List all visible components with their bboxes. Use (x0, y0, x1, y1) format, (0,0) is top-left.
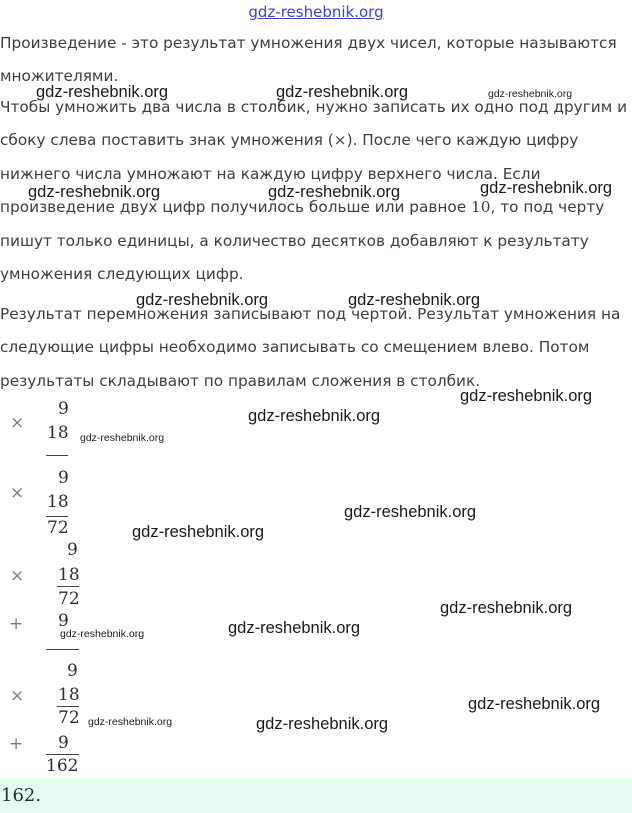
site-header-link[interactable]: gdz-reshebnik.org (248, 3, 384, 21)
step3-bottom-number: 18 (58, 565, 80, 585)
watermark: gdz-reshebnik.org (276, 83, 409, 101)
step4-rule (57, 706, 79, 707)
step4-sum: 162 (46, 756, 79, 776)
step1-multiply-sign: × (10, 413, 25, 433)
step4-partial-1: 72 (58, 708, 80, 728)
step3-partial-2: 9 (58, 611, 69, 631)
watermark: gdz-reshebnik.org (60, 628, 145, 640)
step3-rule (57, 586, 79, 587)
watermark: gdz-reshebnik.org (80, 432, 165, 444)
watermark: gdz-reshebnik.org (480, 179, 613, 197)
watermark: gdz-reshebnik.org (344, 503, 477, 521)
step4-multiply-sign: × (10, 686, 25, 706)
step4-plus-sign: + (9, 734, 24, 754)
answer-box: 162. (0, 778, 632, 813)
number-ten: 10 (471, 198, 491, 217)
watermark: gdz-reshebnik.org (268, 183, 401, 201)
watermark: gdz-reshebnik.org (468, 695, 601, 713)
step1-rule (46, 455, 68, 456)
step2-multiply-sign: × (10, 483, 25, 503)
step4-sum-rule (46, 754, 79, 755)
step2-rule (46, 516, 68, 517)
step4-top-number: 9 (67, 661, 78, 681)
paragraph-definition: Произведение - это результат умножения двух чисел, которые называются множителями. (0, 34, 617, 86)
watermark: gdz-reshebnik.org (256, 715, 389, 733)
watermark: gdz-reshebnik.org (488, 88, 573, 100)
step3-top-number: 9 (67, 540, 78, 560)
method-text-b: ). После чего каждую цифру нижнего числа умножают на каждую цифру верхнего числа. Если произведение двух цифр получилось больше или равное (0, 131, 579, 217)
step2-result: 72 (47, 518, 69, 538)
watermark: gdz-reshebnik.org (36, 83, 169, 101)
watermark: gdz-reshebnik.org (28, 183, 161, 201)
step4-bottom-number: 18 (58, 685, 80, 705)
step3-multiply-sign: × (10, 566, 25, 586)
watermark: gdz-reshebnik.org (248, 407, 381, 425)
step3-sum-rule (46, 649, 79, 650)
watermark: gdz-reshebnik.org (132, 523, 265, 541)
watermark: gdz-reshebnik.org (460, 387, 593, 405)
paragraph-result: Результат перемножения записывают под чертой. Результат умножения на следующие цифры необходимо записывать со смещением влево. Потом результаты складывают по правилам сложения в столбик. (0, 305, 621, 390)
watermark: gdz-reshebnik.org (440, 599, 573, 617)
step2-top-number: 9 (58, 468, 69, 488)
watermark: gdz-reshebnik.org (136, 291, 269, 309)
step1-top-number: 9 (58, 399, 69, 419)
multiplication-sign: × (333, 131, 347, 150)
step4-partial-2: 9 (58, 733, 69, 753)
method-text-a: Чтобы умножить два числа в столбик, нужно записать их одно под другим и сбоку слева поставить знак умножения ( (0, 98, 628, 150)
watermark: gdz-reshebnik.org (88, 716, 173, 728)
step3-partial-1: 72 (58, 589, 80, 609)
watermark: gdz-reshebnik.org (228, 619, 361, 637)
step1-bottom-number: 18 (47, 423, 69, 443)
method-text-c: , то под черту пишут только единицы, а количество десятков добавляют к результату умножения следующих цифр. (0, 198, 605, 284)
watermark: gdz-reshebnik.org (348, 291, 481, 309)
step2-bottom-number: 18 (47, 492, 69, 512)
step3-plus-sign: + (9, 614, 24, 634)
